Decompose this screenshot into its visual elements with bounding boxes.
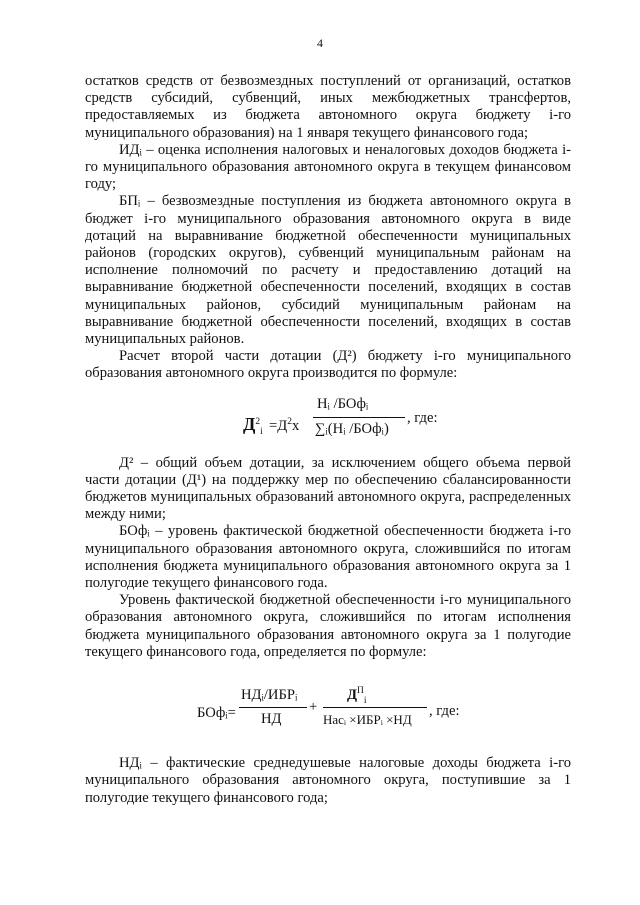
page-number: 4 (317, 36, 323, 50)
paragraph-bp-definition: БПᵢ – безвозмездные поступления из бюджета автономного округа в бюджет i-го муниципального образования автономного округа в виде дотаций на выравнивание бюджетной обеспеченности муниципальных районов (городских округов), субвенций муниципальным районам на исполнение полномочий по расчету и предоставлению дотаций на выравнивание бюджетной обеспеченности поселений, входящих в состав муниципальных районов, субсидий муниципальным районам на выравнивание бюджетной обеспеченности поселений, входящих в состав муниципальных районов. (85, 193, 571, 348)
formula1-fraction-bar (313, 417, 405, 418)
formula2-denominator1: НД (261, 711, 282, 728)
paragraph-bof-formula-intro: Уровень фактической бюджетной обеспеченности i-го муниципального образования автономного округа, сложившийся по итогам исполнения бюджета муниципального образования автономного округа за 1 полугодие текущего финансового года, определяется по формуле: (85, 592, 571, 660)
paragraph-bof-definition: БОфᵢ – уровень фактической бюджетной обеспеченности бюджета i-го муниципального образования автономного округа, сложившийся по итогам исполнения бюджета муниципального образования автономного округа за 1 полугодие текущего финансового года. (85, 523, 571, 592)
formula1-eq: $=Д^2х$ (269, 416, 300, 434)
document-body (85, 73, 571, 807)
formula2-denominator2: Насᵢ ×ИБРᵢ ×НД (323, 712, 412, 728)
formula-second-part-subsidy (85, 383, 571, 455)
paragraph-nd-definition: НДᵢ – фактические среднедушевые налоговые доходы бюджета i-го муниципального образования автономного округа, поступившие за 1 полугодие текущего финансового года; (85, 755, 571, 806)
formula1-lhs: $Д^2_i$ (243, 413, 263, 437)
formula2-numerator2: $Д^П_i$ (347, 686, 367, 706)
formula2-plus: + (309, 699, 318, 716)
paragraph-d2-definition: Д² – общий объем дотации, за исключением общего объема первой части дотации (Д¹) на поддержку мер по обеспечению сбалансированности бюджетов муниципальных образований автономного округа, распределенных между ними; (85, 454, 571, 523)
formula1-denominator: ∑ᵢ(Hᵢ /БОфᵢ) (315, 420, 389, 437)
formula2-lhs: БОфᵢ= (197, 705, 236, 722)
paragraph-id-definition: ИДᵢ – оценка исполнения налоговых и неналоговых доходов бюджета i-го муниципального образования автономного округа в текущем финансовом году; (85, 141, 571, 193)
formula2-fraction-bar1 (239, 707, 307, 708)
paragraph-formula-intro: Расчет второй части дотации (Д²) бюджету i-го муниципального образования автономного округа производится по формуле: (85, 348, 571, 382)
formula2-tail: , где: (429, 703, 460, 720)
formula2-numerator1: НДᵢ/ИБРᵢ (241, 687, 298, 704)
formula-fiscal-capacity (85, 661, 571, 755)
paragraph-remainders: остатков средств от безвозмездных поступлений от организаций, остатков средств субсидий, субвенций, иных межбюджетных трансфертов, предоставляемых из бюджета автономного округа бюджету i-го муниципального образования) на 1 января текущего финансового года; (85, 73, 571, 141)
formula1-numerator: Hᵢ /БОфᵢ (317, 395, 369, 412)
formula2-fraction-bar2 (323, 707, 427, 708)
formula1-tail: , где: (407, 409, 438, 426)
